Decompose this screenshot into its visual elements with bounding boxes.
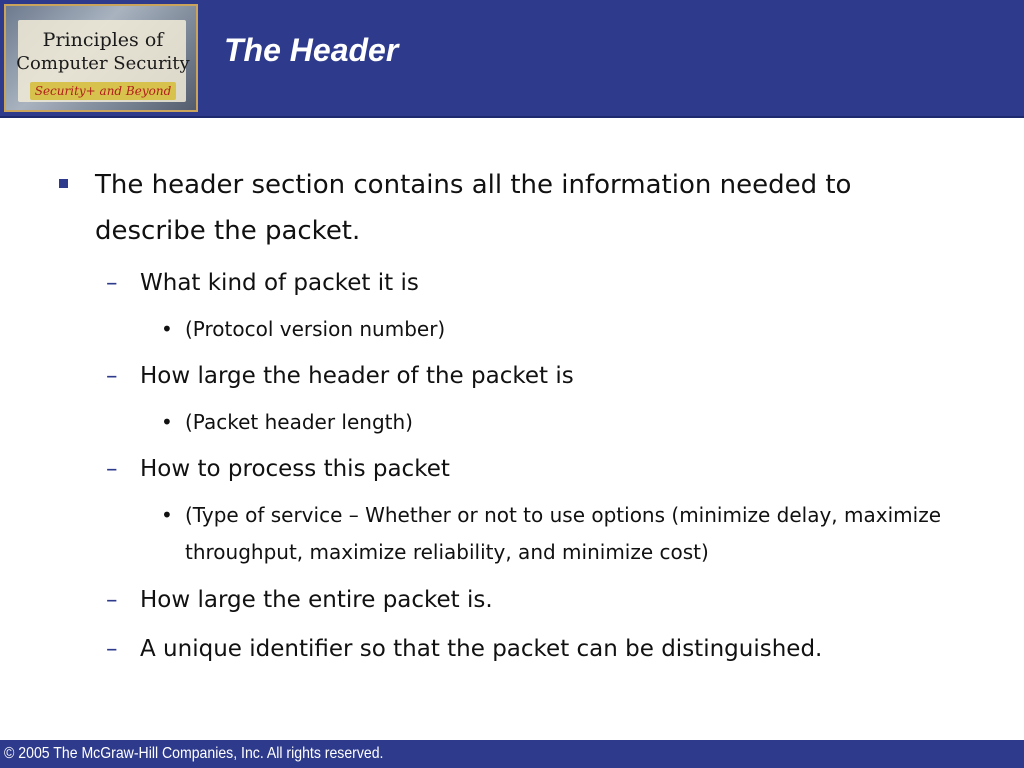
sub-bullet-3	[106, 454, 980, 484]
dash-bullet-icon: –	[106, 587, 118, 613]
sub-bullet-3-text: How to process this packet	[140, 456, 450, 482]
dash-bullet-icon: –	[106, 456, 118, 482]
sub-bullet-4-text: How large the entire packet is.	[140, 587, 493, 613]
sub-bullet-2	[106, 361, 980, 391]
bullet-main-text: The header section contains all the information needed to describe the packet.	[95, 170, 852, 246]
logo-tagline: Security+ and Beyond	[30, 82, 176, 100]
square-bullet-icon	[59, 179, 68, 188]
book-logo	[4, 4, 198, 112]
sub-bullet-5	[106, 634, 980, 664]
logo-title-line2: Computer Security	[16, 53, 190, 74]
header-bar	[0, 0, 1024, 118]
copyright-notice: © 2005 The McGraw-Hill Companies, Inc. All rights reserved.	[4, 745, 384, 762]
footer-bar	[0, 740, 1024, 768]
sub-sub-bullet-2-text: (Packet header length)	[185, 410, 413, 434]
sub-sub-bullet-2	[161, 404, 985, 441]
dot-bullet-icon: •	[161, 503, 173, 527]
sub-bullet-1	[106, 268, 980, 298]
sub-sub-bullet-3	[161, 497, 985, 571]
sub-bullet-4	[106, 585, 980, 615]
logo-title-line1: Principles of	[42, 29, 164, 51]
sub-sub-bullet-1-text: (Protocol version number)	[185, 317, 446, 341]
dash-bullet-icon: –	[106, 363, 118, 389]
dot-bullet-icon: •	[161, 410, 173, 434]
dash-bullet-icon: –	[106, 270, 118, 296]
slide-title: The Header	[224, 32, 399, 68]
sub-sub-bullet-3-text: (Type of service – Whether or not to use options (minimize delay, maximize throughput, maximize reliability, and minimize cost)	[185, 503, 941, 564]
sub-bullet-1-text: What kind of packet it is	[140, 270, 419, 296]
sub-sub-bullet-1	[161, 311, 985, 348]
bullet-main	[95, 162, 955, 254]
sub-bullet-5-text: A unique identifier so that the packet can be distinguished.	[140, 636, 823, 662]
sub-bullet-2-text: How large the header of the packet is	[140, 363, 574, 389]
dot-bullet-icon: •	[161, 317, 173, 341]
dash-bullet-icon: –	[106, 636, 118, 662]
